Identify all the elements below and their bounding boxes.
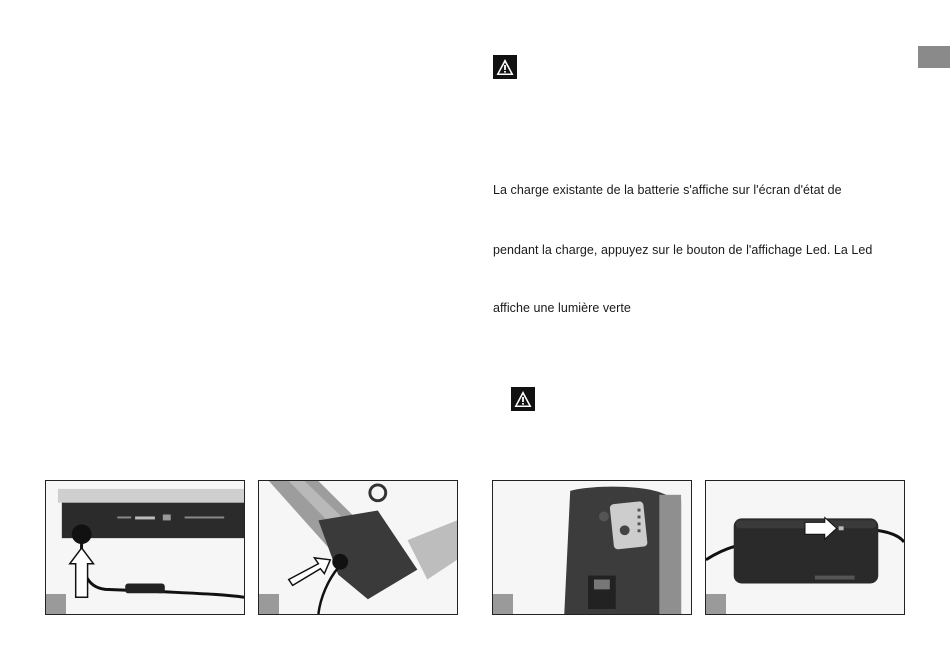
figure-number-marker xyxy=(259,594,279,614)
figure-number-marker xyxy=(493,594,513,614)
figure-charger xyxy=(705,480,905,615)
figure-number-marker xyxy=(706,594,726,614)
figure-number-marker xyxy=(46,594,66,614)
paragraph-line-3: affiche une lumière verte xyxy=(493,301,631,315)
section-tab-marker xyxy=(918,46,950,68)
figure-battery-led xyxy=(492,480,692,615)
paragraph-line-2: pendant la charge, appuyez sur le bouton de l'affichage Led. La Led xyxy=(493,243,873,257)
warning-triangle-icon xyxy=(493,55,517,79)
figure-frame-port xyxy=(258,480,458,615)
paragraph-line-1: La charge existante de la batterie s'affiche sur l'écran d'état de xyxy=(493,183,842,197)
warning-triangle-icon xyxy=(511,387,535,411)
figure-battery-plug xyxy=(45,480,245,615)
